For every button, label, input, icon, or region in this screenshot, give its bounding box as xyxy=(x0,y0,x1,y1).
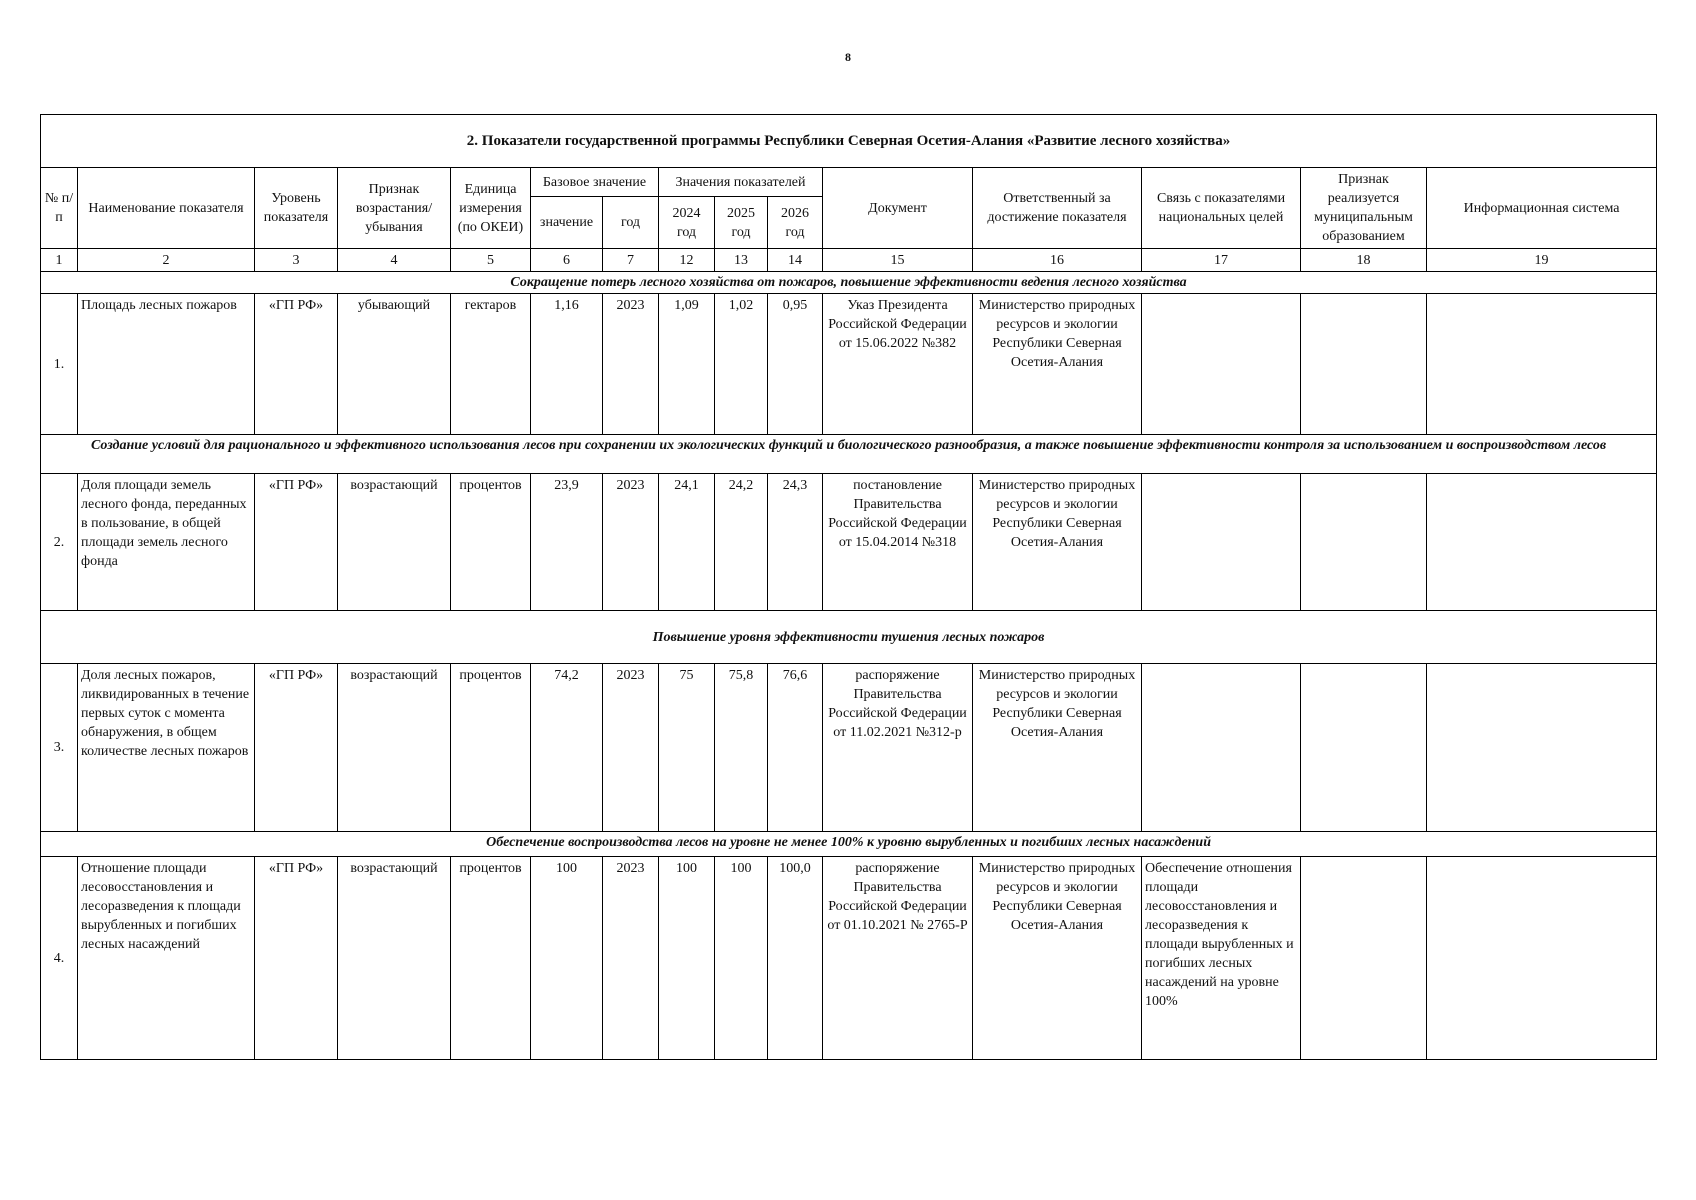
value-2024: 1,09 xyxy=(659,294,715,435)
column-number: 19 xyxy=(1427,249,1657,272)
responsible: Министерство природных ресурсов и экологии Республики Северная Осетия-Алания xyxy=(973,294,1142,435)
document: распоряжение Правительства Российской Федерации от 11.02.2021 №312-р xyxy=(823,664,973,832)
header-trend: Признак возрастания/ убывания xyxy=(338,168,451,249)
header-document: Документ xyxy=(823,168,973,249)
indicators-table-wrapper xyxy=(40,114,1656,1060)
value-2026: 24,3 xyxy=(768,474,823,611)
base-year: 2023 xyxy=(603,664,659,832)
indicator-level: «ГП РФ» xyxy=(255,857,338,1060)
national-goals-link xyxy=(1142,294,1301,435)
value-2024: 100 xyxy=(659,857,715,1060)
info-system xyxy=(1427,857,1657,1060)
base-year: 2023 xyxy=(603,857,659,1060)
header-level: Уровень показателя xyxy=(255,168,338,249)
info-system xyxy=(1427,474,1657,611)
header-num: № п/п xyxy=(41,168,78,249)
header-municipal: Признак реализуется муниципальным образованием xyxy=(1301,168,1427,249)
value-2025: 24,2 xyxy=(715,474,768,611)
column-number: 6 xyxy=(531,249,603,272)
column-number: 1 xyxy=(41,249,78,272)
value-2026: 76,6 xyxy=(768,664,823,832)
indicators-table xyxy=(40,114,1657,1060)
section-row xyxy=(41,272,1657,294)
municipal-flag xyxy=(1301,664,1427,832)
indicator-name: Площадь лесных пожаров xyxy=(78,294,255,435)
indicator-unit: процентов xyxy=(451,664,531,832)
row-num: 1. xyxy=(41,294,78,435)
header-values: Значения показателей xyxy=(659,168,823,197)
column-number: 12 xyxy=(659,249,715,272)
section-title: Обеспечение воспроизводства лесов на уровне не менее 100% к уровню вырубленных и погибших лесных насаждений xyxy=(41,832,1657,857)
value-2025: 1,02 xyxy=(715,294,768,435)
section-title: Создание условий для рационального и эффективного использования лесов при сохранении их экологических функций и биологического разнообразия, а также повышение эффективности контроля за использованием и воспроизводством лесов xyxy=(41,435,1657,474)
table-row xyxy=(41,857,1657,1060)
column-number: 7 xyxy=(603,249,659,272)
column-number: 16 xyxy=(973,249,1142,272)
base-value: 23,9 xyxy=(531,474,603,611)
header-responsible: Ответственный за достижение показателя xyxy=(973,168,1142,249)
table-row xyxy=(41,474,1657,611)
header-link: Связь с показателями национальных целей xyxy=(1142,168,1301,249)
indicator-level: «ГП РФ» xyxy=(255,294,338,435)
header-2024: 2024 год xyxy=(659,197,715,249)
national-goals-link xyxy=(1142,474,1301,611)
info-system xyxy=(1427,664,1657,832)
column-number: 17 xyxy=(1142,249,1301,272)
section-row xyxy=(41,435,1657,474)
table-row xyxy=(41,294,1657,435)
base-value: 74,2 xyxy=(531,664,603,832)
header-base-year: год xyxy=(603,197,659,249)
document: Указ Президента Российской Федерации от 15.06.2022 №382 xyxy=(823,294,973,435)
table-row xyxy=(41,664,1657,832)
document: постановление Правительства Российской Федерации от 15.04.2014 №318 xyxy=(823,474,973,611)
row-num: 2. xyxy=(41,474,78,611)
national-goals-link xyxy=(1142,664,1301,832)
value-2024: 24,1 xyxy=(659,474,715,611)
base-year: 2023 xyxy=(603,294,659,435)
national-goals-link: Обеспечение отношения площади лесовосстановления и лесоразведения к площади вырубленных и погибших лесных насаждений на уровне 100% xyxy=(1142,857,1301,1060)
column-number: 14 xyxy=(768,249,823,272)
municipal-flag xyxy=(1301,474,1427,611)
indicator-level: «ГП РФ» xyxy=(255,664,338,832)
info-system xyxy=(1427,294,1657,435)
title-row xyxy=(41,115,1657,168)
document: распоряжение Правительства Российской Федерации от 01.10.2021 № 2765-Р xyxy=(823,857,973,1060)
indicator-trend: возрастающий xyxy=(338,857,451,1060)
header-unit: Единица измерения (по ОКЕИ) xyxy=(451,168,531,249)
indicator-name: Доля лесных пожаров, ликвидированных в течение первых суток с момента обнаружения, в общем количестве лесных пожаров xyxy=(78,664,255,832)
column-number: 18 xyxy=(1301,249,1427,272)
header-2026: 2026 год xyxy=(768,197,823,249)
responsible: Министерство природных ресурсов и экологии Республики Северная Осетия-Алания xyxy=(973,474,1142,611)
header-base-value: значение xyxy=(531,197,603,249)
header-2025: 2025 год xyxy=(715,197,768,249)
municipal-flag xyxy=(1301,857,1427,1060)
header-base: Базовое значение xyxy=(531,168,659,197)
header-row-1 xyxy=(41,168,1657,197)
value-2025: 75,8 xyxy=(715,664,768,832)
base-year: 2023 xyxy=(603,474,659,611)
value-2025: 100 xyxy=(715,857,768,1060)
column-number: 5 xyxy=(451,249,531,272)
indicator-trend: возрастающий xyxy=(338,664,451,832)
header-info-system: Информационная система xyxy=(1427,168,1657,249)
section-title: Повышение уровня эффективности тушения лесных пожаров xyxy=(41,611,1657,664)
indicator-trend: убывающий xyxy=(338,294,451,435)
column-number: 4 xyxy=(338,249,451,272)
indicator-name: Доля площади земель лесного фонда, переданных в пользование, в общей площади земель лесного фонда xyxy=(78,474,255,611)
value-2024: 75 xyxy=(659,664,715,832)
row-num: 4. xyxy=(41,857,78,1060)
column-number: 15 xyxy=(823,249,973,272)
section-title: Сокращение потерь лесного хозяйства от пожаров, повышение эффективности ведения лесного хозяйства xyxy=(41,272,1657,294)
column-number: 3 xyxy=(255,249,338,272)
page-number: 8 xyxy=(845,50,851,64)
value-2026: 0,95 xyxy=(768,294,823,435)
indicator-level: «ГП РФ» xyxy=(255,474,338,611)
indicator-unit: процентов xyxy=(451,857,531,1060)
responsible: Министерство природных ресурсов и экологии Республики Северная Осетия-Алания xyxy=(973,857,1142,1060)
indicator-unit: процентов xyxy=(451,474,531,611)
column-numbers-row xyxy=(41,249,1657,272)
column-number: 13 xyxy=(715,249,768,272)
row-num: 3. xyxy=(41,664,78,832)
section-row xyxy=(41,611,1657,664)
responsible: Министерство природных ресурсов и экологии Республики Северная Осетия-Алания xyxy=(973,664,1142,832)
value-2026: 100,0 xyxy=(768,857,823,1060)
header-name: Наименование показателя xyxy=(78,168,255,249)
column-number: 2 xyxy=(78,249,255,272)
indicator-trend: возрастающий xyxy=(338,474,451,611)
base-value: 100 xyxy=(531,857,603,1060)
indicator-name: Отношение площади лесовосстановления и лесоразведения к площади вырубленных и погибших лесных насаждений xyxy=(78,857,255,1060)
table-title: 2. Показатели государственной программы Республики Северная Осетия-Алания «Развитие лесного хозяйства» xyxy=(41,115,1657,168)
indicator-unit: гектаров xyxy=(451,294,531,435)
section-row xyxy=(41,832,1657,857)
base-value: 1,16 xyxy=(531,294,603,435)
municipal-flag xyxy=(1301,294,1427,435)
